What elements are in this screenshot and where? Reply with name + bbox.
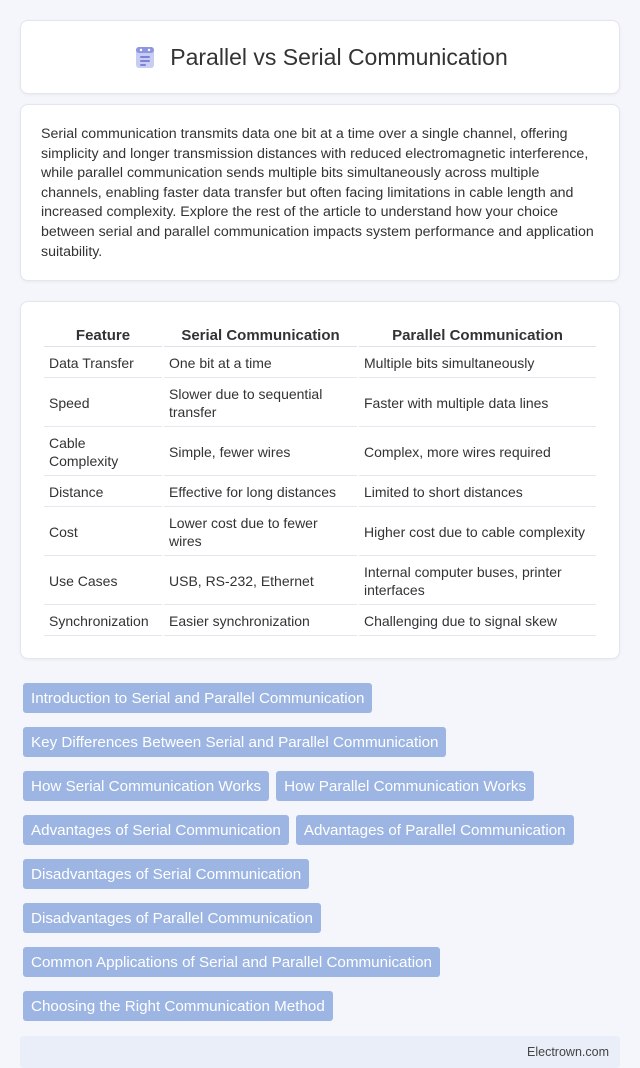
topic-link-disadvantages-serial[interactable]: Disadvantages of Serial Communication <box>23 859 309 889</box>
page-header <box>20 20 620 94</box>
table-cell: Complex, more wires required <box>359 429 596 476</box>
topic-link-how-parallel-works[interactable]: How Parallel Communication Works <box>276 771 534 801</box>
topic-link-common-applications[interactable]: Common Applications of Serial and Parallel Communication <box>23 947 440 977</box>
table-cell: Simple, fewer wires <box>164 429 357 476</box>
comparison-table <box>42 322 598 638</box>
table-cell: Cost <box>44 509 162 556</box>
page-footer <box>20 1036 620 1068</box>
topic-link-advantages-serial[interactable]: Advantages of Serial Communication <box>23 815 289 845</box>
table-cell: One bit at a time <box>164 349 357 378</box>
table-cell: Limited to short distances <box>359 478 596 507</box>
topic-link-introduction[interactable]: Introduction to Serial and Parallel Communication <box>23 683 372 713</box>
document-icon <box>132 44 158 70</box>
table-cell: USB, RS-232, Ethernet <box>164 558 357 605</box>
table-cell: Effective for long distances <box>164 478 357 507</box>
topic-link-advantages-parallel[interactable]: Advantages of Parallel Communication <box>296 815 574 845</box>
table-row <box>44 478 596 507</box>
table-cell: Multiple bits simultaneously <box>359 349 596 378</box>
topic-link-disadvantages-parallel[interactable]: Disadvantages of Parallel Communication <box>23 903 321 933</box>
column-header: Serial Communication <box>164 324 357 347</box>
table-cell: Easier synchronization <box>164 607 357 636</box>
table-cell: Distance <box>44 478 162 507</box>
intro-card <box>20 104 620 281</box>
column-header: Parallel Communication <box>359 324 596 347</box>
table-cell: Data Transfer <box>44 349 162 378</box>
page-title: Parallel vs Serial Communication <box>170 43 508 70</box>
table-row <box>44 429 596 476</box>
topic-link-choosing-method[interactable]: Choosing the Right Communication Method <box>23 991 333 1021</box>
table-header-row <box>44 324 596 347</box>
table-cell: Internal computer buses, printer interfaces <box>359 558 596 605</box>
topic-tags <box>20 683 620 1021</box>
footer-brand[interactable]: Electrown.com <box>527 1045 609 1060</box>
table-row <box>44 380 596 427</box>
table-cell: Speed <box>44 380 162 427</box>
table-cell: Challenging due to signal skew <box>359 607 596 636</box>
table-cell: Use Cases <box>44 558 162 605</box>
table-row <box>44 558 596 605</box>
topic-link-how-serial-works[interactable]: How Serial Communication Works <box>23 771 269 801</box>
table-cell: Slower due to sequential transfer <box>164 380 357 427</box>
table-cell: Faster with multiple data lines <box>359 380 596 427</box>
column-header: Feature <box>44 324 162 347</box>
table-cell: Cable Complexity <box>44 429 162 476</box>
table-cell: Lower cost due to fewer wires <box>164 509 357 556</box>
intro-text: Serial communication transmits data one bit at a time over a single channel, offering simplicity and longer transmission distances with reduced electromagnetic interference, while parallel communication sends multiple bits simultaneously across multiple channels, enabling faster data transfer but often facing limitations in cable length and increased complexity. Explore the rest of the article to understand how your choice between serial and parallel communication impacts system performance and application suitability. <box>41 126 594 260</box>
table-cell: Synchronization <box>44 607 162 636</box>
table-row <box>44 509 596 556</box>
table-row <box>44 349 596 378</box>
table-cell: Higher cost due to cable complexity <box>359 509 596 556</box>
comparison-table-card <box>20 301 620 659</box>
table-row <box>44 607 596 636</box>
topic-link-key-differences[interactable]: Key Differences Between Serial and Parallel Communication <box>23 727 446 757</box>
